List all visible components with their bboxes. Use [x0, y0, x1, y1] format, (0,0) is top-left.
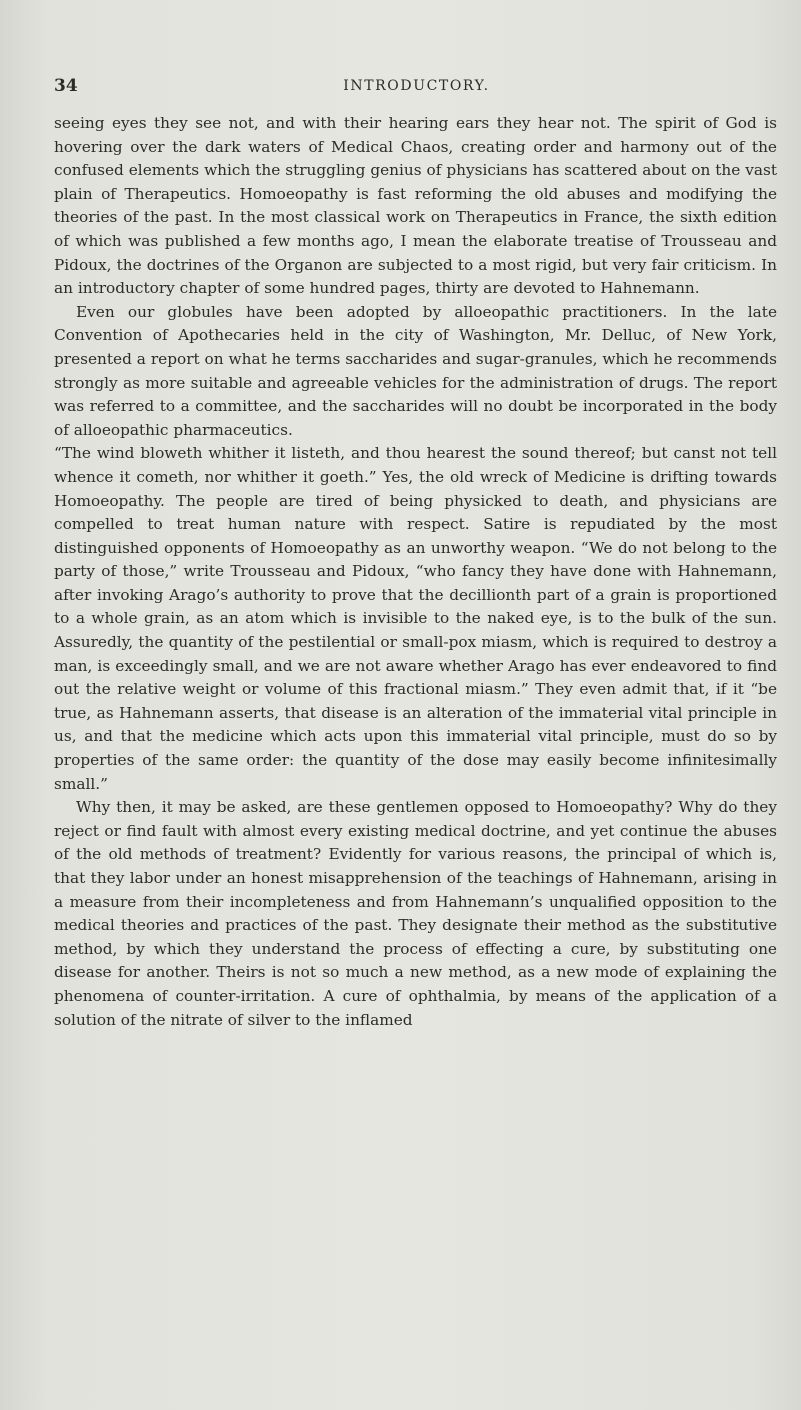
paragraph: “The wind bloweth whither it listeth, and thou hearest the sound thereof; but canst not tell whence it cometh, nor whither it goeth.” Yes, the old wreck of Medicine is drifting towards Homoeopathy. The people are tired of being physicked to death, and physicians are compelled to treat human nature with respect. Satire is repudiated by the most distinguished opponents of Homoeopathy as an unworthy weapon. “We do not belong to the party of those,” write Trousseau and Pidoux, “who fancy they have done with Hahnemann, after invoking Arago’s authority to prove that the decillionth part of a grain is proportioned to a whole grain, as an atom which is invisible to the naked eye, is to the bulk of the sun. Assuredly, the quantity of the pestilential or small-pox miasm, which is required to destroy a man, is exceedingly small, and we are not aware whether Arago has ever endeavored to find out the relative weight or volume of this fractional miasm.” They even admit that, if it “be true, as Hahnemann asserts, that disease is an alteration of the immaterial vital principle in us, and that the medicine which acts upon this immaterial vital principle, must do so by properties of the same order: the quantity of the dose may easily become infinitesimally small.”	[54, 444, 777, 793]
page-number: 34	[54, 76, 78, 96]
paragraph: Why then, it may be asked, are these gentlemen opposed to Homoeopathy? Why do they reject or find fault with almost every existing medical doctrine, and yet continue the abuses of the old methods of treatment? Evidently for various reasons, the principal of which is, that they labor under an honest misapprehension of the teachings of Hahnemann, arising in a measure from their incompleteness and from Hahnemann’s unqualified opposition to the medical theories and practices of the past. They designate their method as the substitutive method, by which they understand the process of effecting a cure, by substituting one disease for another. Theirs is not so much a new method, as a new mode of explaining the phenomena of counter-irritation. A cure of ophthalmia, by means of the application of a solution of the nitrate of silver to the inflamed	[54, 798, 777, 1029]
paragraph: Even our globules have been adopted by alloeopathic practitioners. In the late Convention of Apothecaries held in the city of Washington, Mr. Delluc, of New York, presented a report on what he terms saccharides and sugar-granules, which he recommends strongly as more suitable and agreeable vehicles for the administration of drugs. The report was referred to a committee, and the saccharides will no doubt be incorporated in the body of alloeopathic pharmaceutics.	[54, 302, 777, 439]
page-header	[54, 76, 779, 100]
body-text	[54, 112, 777, 1032]
running-head: INTRODUCTORY.	[343, 78, 490, 94]
paragraph: seeing eyes they see not, and with their hearing ears they hear not. The spirit of God is hovering over the dark waters of Medical Chaos, creating order and harmony out of the confused elements which the struggling genius of physicians has scattered about on the vast plain of Therapeutics. Homoeopathy is fast reforming the old abuses and modifying the theories of the past. In the most classical work on Therapeutics in France, the sixth edition of which was published a few months ago, I mean the elaborate treatise of Trousseau and Pidoux, the doctrines of the Organon are subjected to a most rigid, but very fair criticism. In an introductory chapter of some hundred pages, thirty are devoted to Hahnemann.	[54, 114, 777, 298]
